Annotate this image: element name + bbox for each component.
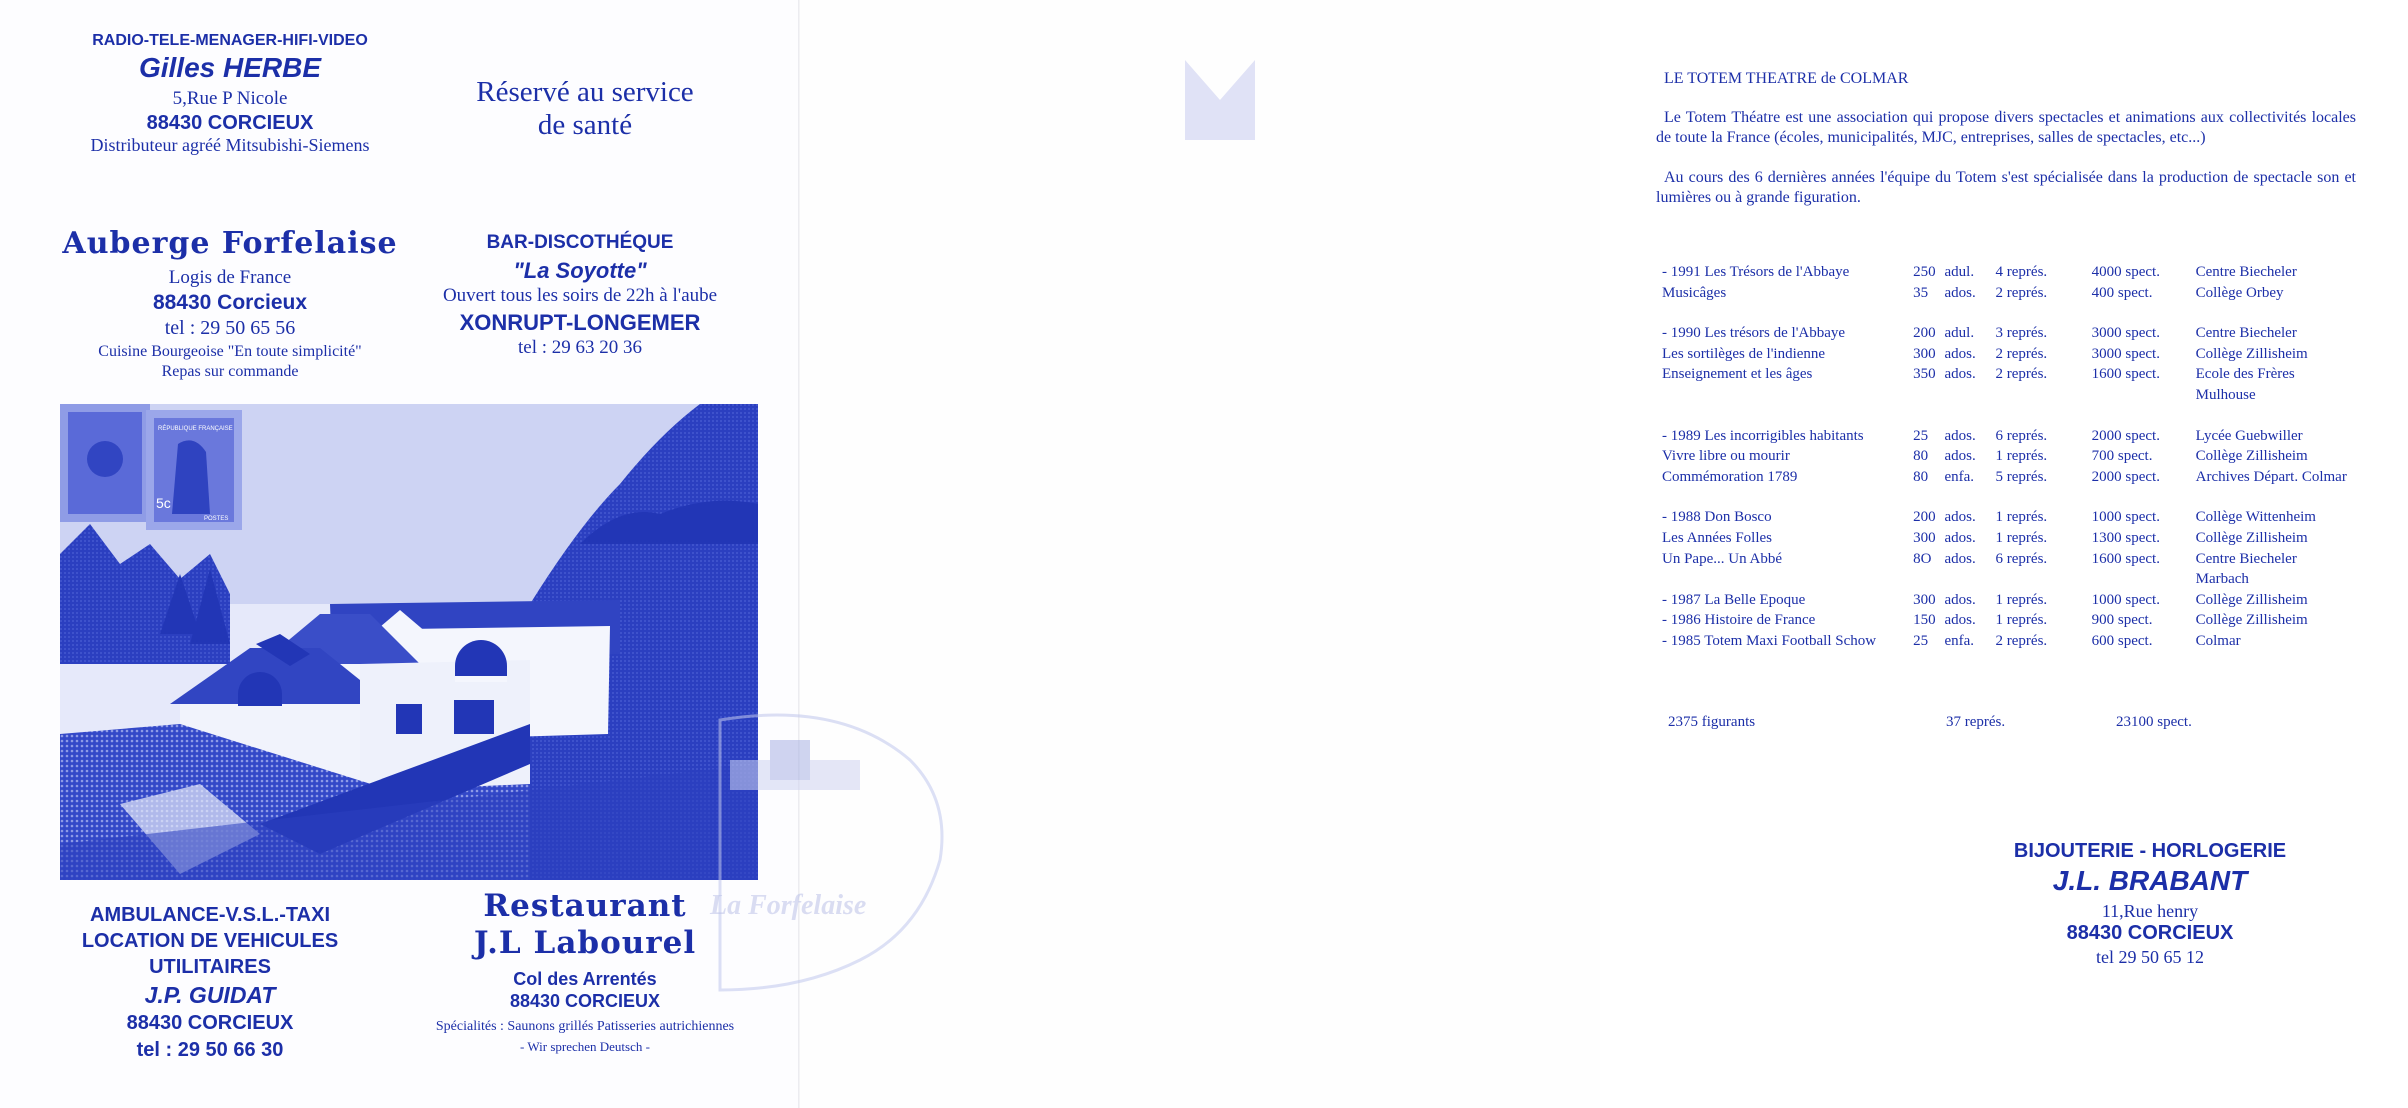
performance-spect: 1000 spect. bbox=[2091, 591, 2160, 608]
ad-subtitle: Logis de France bbox=[168, 267, 292, 288]
performance-place: Collège Zillisheim bbox=[2195, 591, 2308, 608]
performance-title: - 1989 Les incorrigibles habitants bbox=[1662, 427, 1864, 444]
performance-n: 200 bbox=[1913, 509, 1936, 526]
left-page bbox=[0, 0, 800, 1108]
performance-place: Collège Zillisheim bbox=[2195, 345, 2308, 362]
performance-place: Collège Zillisheim bbox=[2195, 448, 2308, 465]
performance-title: - 1986 Histoire de France bbox=[1662, 612, 1816, 629]
performance-title: Commémoration 1789 bbox=[1662, 468, 1798, 485]
performance-n: 350 bbox=[1913, 366, 1936, 383]
reserved-line-2: de santé bbox=[537, 109, 633, 141]
performance-row bbox=[1662, 590, 2382, 611]
right-page bbox=[710, 0, 2356, 1108]
performance-unit: adul. bbox=[1944, 325, 1975, 342]
ad-business-name: Gilles HERBE bbox=[138, 52, 322, 83]
performance-n: 25 bbox=[1913, 632, 1929, 649]
group-spacer bbox=[1662, 487, 2382, 507]
postage-stamp-2 bbox=[146, 410, 242, 530]
performance-reps: 1 représ. bbox=[1995, 509, 2048, 526]
performance-spect: 1600 spect. bbox=[2091, 550, 2160, 567]
ad-business-name: Auberge Forfelaise bbox=[62, 226, 398, 261]
ad-business-name: J.P. GUIDAT bbox=[144, 982, 276, 1008]
performance-unit: enfa. bbox=[1944, 468, 1975, 485]
performance-place: Collège Zillisheim bbox=[2195, 529, 2308, 546]
ad-restaurant-labourel bbox=[390, 888, 780, 1056]
performance-spect bbox=[2092, 385, 2196, 406]
ad-city: 88430 CORCIEUX bbox=[509, 991, 661, 1011]
ad-line-1: AMBULANCE-V.S.L.-TAXI bbox=[90, 904, 330, 926]
performance-unit: ados. bbox=[1944, 529, 1976, 546]
performance-title: - 1987 La Belle Epoque bbox=[1662, 591, 1806, 608]
ad-heading: RADIO-TELE-MENAGER-HIFI-VIDEO bbox=[92, 32, 368, 49]
performance-row bbox=[1662, 446, 2382, 467]
performance-spect: 700 spect. bbox=[2091, 448, 2153, 465]
performance-place: Centre Biecheler bbox=[2195, 325, 2297, 342]
performance-reps: 6 représ. bbox=[1995, 550, 2048, 567]
performance-n: 8O bbox=[1913, 550, 1932, 567]
performance-title: Enseignement et les âges bbox=[1662, 366, 1813, 383]
performance-spect bbox=[2092, 569, 2196, 590]
ad-place: Col des Arrentés bbox=[513, 969, 657, 989]
mill-photo bbox=[60, 404, 758, 880]
ad-heading: BIJOUTERIE - HORLOGERIE bbox=[2013, 840, 2287, 862]
reserved-line-1: Réservé au service bbox=[476, 76, 694, 108]
performance-unit: ados. bbox=[1944, 448, 1976, 465]
performance-spect: 1000 spect. bbox=[2091, 509, 2160, 526]
ad-bar-discotheque bbox=[410, 232, 750, 359]
ad-line-2: LOCATION DE VEHICULES bbox=[81, 930, 339, 952]
performance-reps: 1 représ. bbox=[1995, 529, 2048, 546]
performance-title: Les Années Folles bbox=[1662, 529, 1772, 546]
performance-title: - 1991 Les Trésors de l'Abbaye bbox=[1662, 264, 1850, 280]
ad-city: 88430 CORCIEUX bbox=[2066, 922, 2234, 944]
ad-line-1: Cuisine Bourgeoise "En toute simplicité" bbox=[98, 343, 362, 360]
performance-place: Ecole des Frères bbox=[2195, 366, 2295, 383]
performance-place: Centre Biecheler bbox=[2195, 264, 2297, 280]
ad-ambulance-guidat bbox=[40, 902, 380, 1064]
performance-place: Collège Orbey bbox=[2195, 284, 2284, 301]
performance-row bbox=[1662, 426, 2382, 447]
performance-reps: 1 représ. bbox=[1995, 448, 2048, 465]
performance-reps: 2 représ. bbox=[1995, 366, 2048, 383]
ad-phone: tel 29 50 65 12 bbox=[2096, 947, 2204, 967]
performance-reps: 2 représ. bbox=[1995, 284, 2048, 301]
performance-reps: 1 représ. bbox=[1995, 591, 2048, 608]
performance-place: Collège Wittenheim bbox=[2195, 509, 2316, 526]
performance-reps: 4 représ. bbox=[1995, 264, 2048, 280]
performance-row bbox=[1662, 467, 2382, 488]
ad-line-3: UTILITAIRES bbox=[149, 956, 271, 978]
stamp-footer-text: POSTES bbox=[204, 516, 229, 522]
performance-unit: ados. bbox=[1944, 366, 1976, 383]
performance-unit: ados. bbox=[1944, 509, 1976, 526]
performance-n: 250 bbox=[1913, 264, 1936, 280]
performance-row bbox=[1662, 631, 2382, 652]
ad-heading: BAR-DISCOTHÉQUE bbox=[486, 232, 674, 253]
watermark-logo bbox=[800, 0, 1600, 1108]
performance-reps bbox=[1996, 385, 2092, 406]
performance-unit bbox=[1945, 569, 1996, 590]
performance-title: Musicâges bbox=[1662, 284, 1727, 301]
totem-paragraph-2: Au cours des 6 dernières années l'équipe du Totem s'est spécialisée dans la production de spectacle son et lumières ou à grande figuration. bbox=[1656, 169, 2356, 206]
ad-city: 88430 CORCIEUX bbox=[126, 1012, 294, 1034]
performance-title: Un Pape... Un Abbé bbox=[1662, 550, 1782, 567]
performance-n: 35 bbox=[1913, 284, 1929, 301]
stamp-country-text: RÉPUBLIQUE FRANÇAISE bbox=[158, 426, 233, 432]
performance-row bbox=[1662, 385, 2382, 406]
performance-place: Archives Départ. Colmar bbox=[2195, 468, 2347, 485]
ad-gilles-herbe bbox=[40, 32, 420, 156]
performance-title bbox=[1662, 385, 1913, 406]
performance-spect: 3000 spect. bbox=[2091, 345, 2160, 362]
ad-street: 11,Rue henry bbox=[2101, 901, 2199, 921]
ad-phone: tel : 29 63 20 36 bbox=[517, 337, 643, 358]
ad-hours: Ouvert tous les soirs de 22h à l'aube bbox=[442, 285, 718, 306]
performance-row bbox=[1662, 507, 2382, 528]
performances-table bbox=[1662, 262, 2382, 652]
performance-unit: ados. bbox=[1944, 591, 1976, 608]
performance-title: Vivre libre ou mourir bbox=[1662, 448, 1790, 465]
performance-n: 25 bbox=[1913, 427, 1929, 444]
performance-row bbox=[1662, 364, 2382, 385]
performance-place: Lycée Guebwiller bbox=[2195, 427, 2303, 444]
performance-title: - 1988 Don Bosco bbox=[1662, 509, 1772, 526]
ad-specialties: Spécialités : Saunons grillés Patisseries autrichiennes bbox=[435, 1019, 735, 1034]
performance-row bbox=[1662, 610, 2382, 631]
performance-n: 300 bbox=[1913, 529, 1936, 546]
ad-auberge-forfelaise bbox=[40, 226, 420, 381]
performance-row bbox=[1662, 528, 2382, 549]
ad-reserved-health bbox=[430, 76, 740, 142]
performance-reps bbox=[1996, 569, 2092, 590]
performance-n bbox=[1913, 385, 1944, 406]
performance-place: Mulhouse bbox=[2195, 386, 2256, 403]
performance-reps: 1 représ. bbox=[1995, 612, 2048, 629]
ad-bijouterie-brabant bbox=[1980, 840, 2320, 968]
performance-title: Les sortilèges de l'indienne bbox=[1662, 345, 1826, 362]
totem-paragraph-1: Le Totem Théatre est une association qui propose divers spectacles et animations aux collectivités locales de toute la France (écoles, municipalités, MJC, entreprises, salles de spectacles, etc...) bbox=[1656, 109, 2356, 146]
group-spacer bbox=[1662, 303, 2382, 323]
total-representations: 37 représ. bbox=[1946, 714, 2006, 730]
performance-spect: 1300 spect. bbox=[2091, 529, 2160, 546]
performance-n: 80 bbox=[1913, 468, 1929, 485]
performance-spect: 4000 spect. bbox=[2091, 264, 2160, 280]
performance-reps: 2 représ. bbox=[1995, 345, 2048, 362]
ad-heading: Restaurant bbox=[483, 888, 687, 924]
ad-line-2: Repas sur commande bbox=[161, 363, 299, 380]
performance-spect: 600 spect. bbox=[2091, 632, 2153, 649]
performance-unit: ados. bbox=[1944, 427, 1976, 444]
performance-place: Marbach bbox=[2195, 571, 2249, 588]
performance-unit: enfa. bbox=[1944, 632, 1975, 649]
watermark-text: La Forfelaise bbox=[710, 890, 867, 921]
performance-title: - 1990 Les trésors de l'Abbaye bbox=[1662, 325, 1846, 342]
performance-place: Collège Zillisheim bbox=[2195, 612, 2308, 629]
performance-unit: ados. bbox=[1944, 345, 1976, 362]
total-spectators: 23100 spect. bbox=[2116, 714, 2192, 730]
performance-row bbox=[1662, 323, 2382, 344]
performance-spect: 3000 spect. bbox=[2091, 325, 2160, 342]
performance-row bbox=[1662, 549, 2382, 570]
mill-photo-illustration bbox=[60, 404, 758, 880]
ad-note: Distributeur agréé Mitsubishi-Siemens bbox=[90, 135, 370, 155]
performance-n: 300 bbox=[1913, 591, 1936, 608]
performance-row bbox=[1662, 344, 2382, 365]
performance-unit bbox=[1945, 385, 1996, 406]
ad-business-name: J.L. BRABANT bbox=[2052, 865, 2248, 896]
performance-unit: ados. bbox=[1944, 612, 1976, 629]
performance-title bbox=[1662, 569, 1913, 590]
ad-business-name: J.L Labourel bbox=[473, 925, 697, 961]
performance-n: 80 bbox=[1913, 448, 1929, 465]
totem-section bbox=[1656, 70, 2356, 208]
performance-unit: ados. bbox=[1944, 284, 1976, 301]
ad-phone: tel : 29 50 65 56 bbox=[164, 317, 296, 339]
performance-spect: 900 spect. bbox=[2091, 612, 2153, 629]
totem-title: LE TOTEM THEATRE de COLMAR bbox=[1664, 70, 1909, 87]
performance-spect: 1600 spect. bbox=[2091, 366, 2160, 383]
performance-n: 300 bbox=[1913, 345, 1936, 362]
stamp-value: 5c bbox=[156, 495, 171, 511]
performance-n: 200 bbox=[1913, 325, 1936, 342]
ad-street: 5,Rue P Nicole bbox=[172, 88, 288, 109]
performance-unit: ados. bbox=[1944, 550, 1976, 567]
ad-phone: tel : 29 50 66 30 bbox=[136, 1039, 284, 1061]
postage-stamp-1 bbox=[60, 404, 150, 522]
performance-row bbox=[1662, 569, 2382, 590]
performance-place: Centre Biecheler bbox=[2195, 550, 2297, 567]
ad-language: - Wir sprechen Deutsch - bbox=[520, 1039, 650, 1054]
performance-title: - 1985 Totem Maxi Football Schow bbox=[1662, 632, 1877, 649]
ad-business-name: "La Soyotte" bbox=[513, 258, 647, 283]
total-figurants: 2375 figurants bbox=[1668, 714, 1756, 730]
performance-row bbox=[1662, 262, 2382, 283]
performance-spect: 400 spect. bbox=[2091, 284, 2153, 301]
performance-n: 150 bbox=[1913, 612, 1936, 629]
performance-reps: 3 représ. bbox=[1995, 325, 2048, 342]
performance-reps: 2 représ. bbox=[1995, 632, 2048, 649]
ad-town: XONRUPT-LONGEMER bbox=[459, 310, 701, 335]
performance-reps: 5 représ. bbox=[1995, 468, 2048, 485]
performance-unit: adul. bbox=[1944, 264, 1975, 280]
performance-reps: 6 représ. bbox=[1995, 427, 2048, 444]
performance-spect: 2000 spect. bbox=[2091, 468, 2160, 485]
ad-city: 88430 Corcieux bbox=[152, 291, 308, 314]
performance-place: Colmar bbox=[2195, 632, 2241, 649]
performance-spect: 2000 spect. bbox=[2091, 427, 2160, 444]
performance-row bbox=[1662, 283, 2382, 304]
ad-city: 88430 CORCIEUX bbox=[146, 112, 314, 134]
performance-n bbox=[1913, 569, 1944, 590]
group-spacer bbox=[1662, 406, 2382, 426]
